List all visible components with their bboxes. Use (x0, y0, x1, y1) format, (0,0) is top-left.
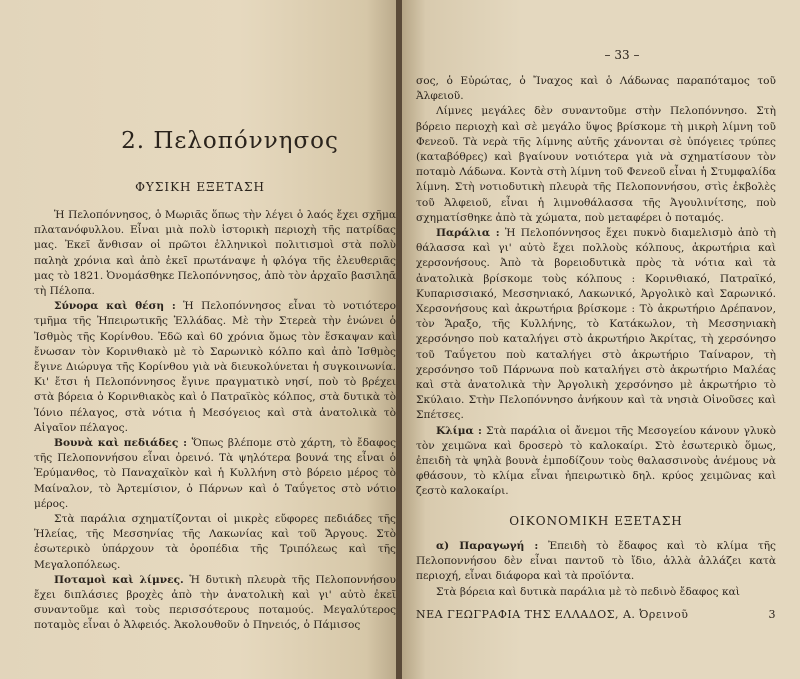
left-body-text (34, 208, 396, 634)
paragraph-label: Ποταμοὶ καὶ λίμνες. (54, 573, 184, 586)
left-page (0, 0, 398, 679)
paragraph (34, 299, 396, 436)
section-heading-physical: ΦΥΣΙΚΗ ΕΞΕΤΑΣΗ (135, 180, 265, 194)
footer-text: ΝΕΑ ΓΕΩΓΡΑΦΙΑ ΤΗΣ ΕΛΛΑΔΟΣ, Α. Ὀρεινοῦ (416, 608, 689, 621)
right-page (402, 0, 800, 679)
paragraph-label: α) Παραγωγή : (436, 539, 539, 552)
paragraph-label: Παράλια : (436, 227, 500, 240)
paragraph: Στὰ παράλια σχηματίζονται οἱ μικρὲς εὔφορες πεδιάδες τῆς Ἠλείας, τῆς Μεσσηνίας τῆς Λακωνίας καὶ τοῦ Ἄργους. Στὸ ἐσωτερικὸ ὑπάρχουν τὰ ὀροπέδια τῆς Τριπόλεως καὶ τῆς Μεγαλοπόλεως. (34, 513, 396, 571)
paragraph-label: Κλίμα : (436, 424, 482, 437)
paragraph: Λίμνες μεγάλες δὲν συναντοῦμε στὴν Πελοπόννησο. Στὴ βόρειο περιοχὴ καὶ σὲ μεγάλο ὕψος βρίσκομε τὴ μικρὴ λίμνη τοῦ Φενεοῦ. Τὰ νερὰ τῆς λίμνης αὐτῆς χάνονται σὲ ὑπόγειες τρύπες (καταβόθρες) καὶ βγαίνουν νοτιότερα γιὰ νὰ σχηματίσουν τὸν ποταμὸ Λάδωνα. Κοντὰ στὴ λίμνη τοῦ Φενεοῦ εἶναι ἡ Στυμφαλίδα λίμνη. Στὴ νοτιοδυτικὴ πλευρὰ τῆς Πελοποννήσου, στὶς ἐκβολὲς τοῦ Ἀλφειοῦ, εἶναι ἡ λιμνοθάλασσα τῆς Ἀγουλινίτσης, ποὺ σχηματίσθηκε ἀπὸ τὰ χώματα, ποὺ μεταφέρει ὁ ποταμός. (416, 105, 776, 224)
paragraph-label: Βουνὰ καὶ πεδιάδες : (54, 437, 188, 450)
paragraph: Στὰ βόρεια καὶ δυτικὰ παράλια μὲ τὸ πεδινὸ ἔδαφος καὶ (436, 585, 740, 598)
section-heading-economic: ΟΙΚΟΝΟΜΙΚΗ ΕΞΕΤΑΣΗ (509, 513, 683, 528)
paragraph-text: Ἡ δυτικὴ πλευρὰ τῆς Πελοποννήσου ἔχει διπλάσιες βροχὲς ἀπὸ τὴν ἀνατολικὴ καὶ γι' αὐτὸ ἐκεῖ συναντοῦμε καὶ τοὺς περισσότερους ποταμούς. Μεγαλύτερος ποταμὸς εἶναι ὁ Ἀλφειός. Ἀκολουθοῦν ὁ Πηνειός, ὁ Πάμισος (34, 573, 396, 632)
right-body-text (416, 74, 776, 600)
chapter-title: 2. Πελοπόννησος (121, 128, 339, 154)
page-number: – 33 – (604, 48, 640, 62)
paragraph-text: Ὅπως βλέπομε στὸ χάρτη, τὸ ἔδαφος τῆς Πελοποννήσου εἶναι ὀρεινό. Τὰ ψηλότερα βουνά της εἶναι ὁ Ἐρύμανθος, τὸ Παναχαϊκὸν καὶ ἡ Κυλλήνη στὸ βόρειο μέρος τὸ Μαίναλον, τὸ Ἀρτεμίσιον, ὁ Πάρνων καὶ ὁ Ταΰγετος στὸ νότιο μέρος. (34, 437, 396, 510)
paragraph (416, 424, 776, 500)
paragraph-text: Στὰ παράλια οἱ ἄνεμοι τῆς Μεσογείου κάνουν γλυκὸ τὸν χειμῶνα καὶ δροσερὸ τὸ καλοκαίρι. Στὸ ἐσωτερικὸ ὅμως, ἐπειδὴ τὰ ψηλὰ βουνὰ ἐμποδίζουν τοὺς θαλασσινοὺς ἀνέμους νὰ φθάσουν, τὸ κλίμα εἶναι ἠπειρωτικὸ δηλ. κρύος χειμῶνας καὶ ζεστὸ καλοκαίρι. (416, 424, 776, 498)
paragraph-text: Ἡ Πελοπόννησος ἔχει πυκνὸ διαμελισμὸ ἀπὸ τὴ θάλασσα καὶ γι' αὐτὸ ἔχει πολλοὺς κόλπους, ἀκρωτήρια καὶ χερσονήσους. Ἀπὸ τὰ βορειοδυτικὰ πρὸς τὰ νότια καὶ τὰ ἀνατολικὰ βρίσκομε τοὺς κόλπους : Κορινθιακό, Πατραϊκό, Κυπαρισσιακό, Μεσσηνιακό, Λακωνικό, Ἀργολικὸ καὶ Σαρωνικό. Χερσονήσους καὶ ἀκρωτήρια βρίσκομε : Τὸ ἀκρωτήριο Δρέπανον, τὸν Ἄραξο, τῆς Κυλλήνης, τὸ Κατάκωλον, τὴ Μεσσηνιακὴ χερσόνησο ποὺ καταλήγει στὸ ἀκρωτήριο Ἀκρίτας, τὴ χερσόνησο τοῦ Ταΰγετου ποὺ καταλήγει στὸ ἀκρωτήριο Ταίναρον, τὴ χερσόνησο τοῦ Πάρνωνα ποὺ καταλήγει στὸ ἀκρωτήριο Μαλέας καὶ στὰ ἀνατολικὰ τὴν Ἀργολικὴ χερσόνησο μὲ ἀκρωτήριο τὸ Σκύλαιο. Στὴν Πελοπόννησο ἀνήκουν καὶ τὰ νησιὰ Οἰνοῦσες καὶ Σπέτσες. (416, 227, 776, 422)
paragraph (34, 436, 396, 512)
paragraph: σος, ὁ Εὐρώτας, ὁ Ἴναχος καὶ ὁ Λάδωνας παραπόταμος τοῦ Ἀλφειοῦ. (416, 75, 776, 103)
paragraph: Ἡ Πελοπόννησος, ὁ Μωριᾶς ὅπως τὴν λέγει ὁ λαός ἔχει σχῆμα πλατανόφυλλου. Εἶναι μιὰ πολὺ ἱστορικὴ περιοχὴ τῆς πατρίδας μας. Ἐκεῖ ἄνθισαν οἱ πρῶτοι ἑλληνικοὶ πολιτισμοὶ στὰ πολὺ παληὰ χρόνια καὶ ἀπὸ ἐκεῖ πρωτάναψε ἡ φλόγα τῆς ἐλευθεριᾶς μας τὸ 1821. Ὀνομάσθηκε Πελοπόννησος, ἀπὸ τὸν ἀρχαῖο βασιληᾶ τὴ Πέλοπα. (34, 209, 396, 298)
paragraph-label: Σύνορα καὶ θέση : (54, 300, 176, 313)
paragraph (34, 573, 396, 634)
paragraph-text: Ἡ Πελοπόννησος εἶναι τὸ νοτιότερο τμῆμα τῆς Ἠπειρωτικῆς Ἑλλάδας. Μὲ τὴν Στερεὰ τὴν ἑνώνει ὁ Ἰσθμὸς τῆς Κορίνθου. Ἐδῶ καὶ 60 χρόνια ὅμως τὸν ἔσκαψαν καὶ ἔνωσαν τὸν Κορινθιακὸ μὲ τὸ Σαρωνικὸ κόλπο καὶ ἀπὸ Ἰσθμὸς ἔγινε Διώρυγα τῆς Κορίνθου γιὰ νὰ διευκολύνεται ἡ συγκοινωνία. Κι' ἔτσι ἡ Πελοπόννησος ἔγινε πραγματικὸ νησί, ποὺ τὸ βρέχει στὰ βόρεια ὁ Κορινθιακὸς καὶ ὁ Πατραϊκὸς κόλπος, στὰ δυτικὰ τὸ Ἰόνιο πέλαγος, στὰ νότια ἡ Μεσόγειος καὶ στὰ ἀνατολικὰ τὸ Αἰγαῖον πέλαγος. (34, 300, 396, 434)
paragraph-text: Ἐπειδὴ τὸ ἔδαφος καὶ τὸ κλίμα τῆς Πελοποννήσου δὲν εἶναι παντοῦ τὸ ἴδιο, ἀλλὰ ἀλλάζει κατὰ περιοχή, εἶναι διάφορα καὶ τὰ προϊόντα. (416, 539, 776, 583)
paragraph (416, 539, 776, 585)
footer-signature-number: 3 (768, 608, 776, 621)
paragraph (416, 226, 776, 424)
